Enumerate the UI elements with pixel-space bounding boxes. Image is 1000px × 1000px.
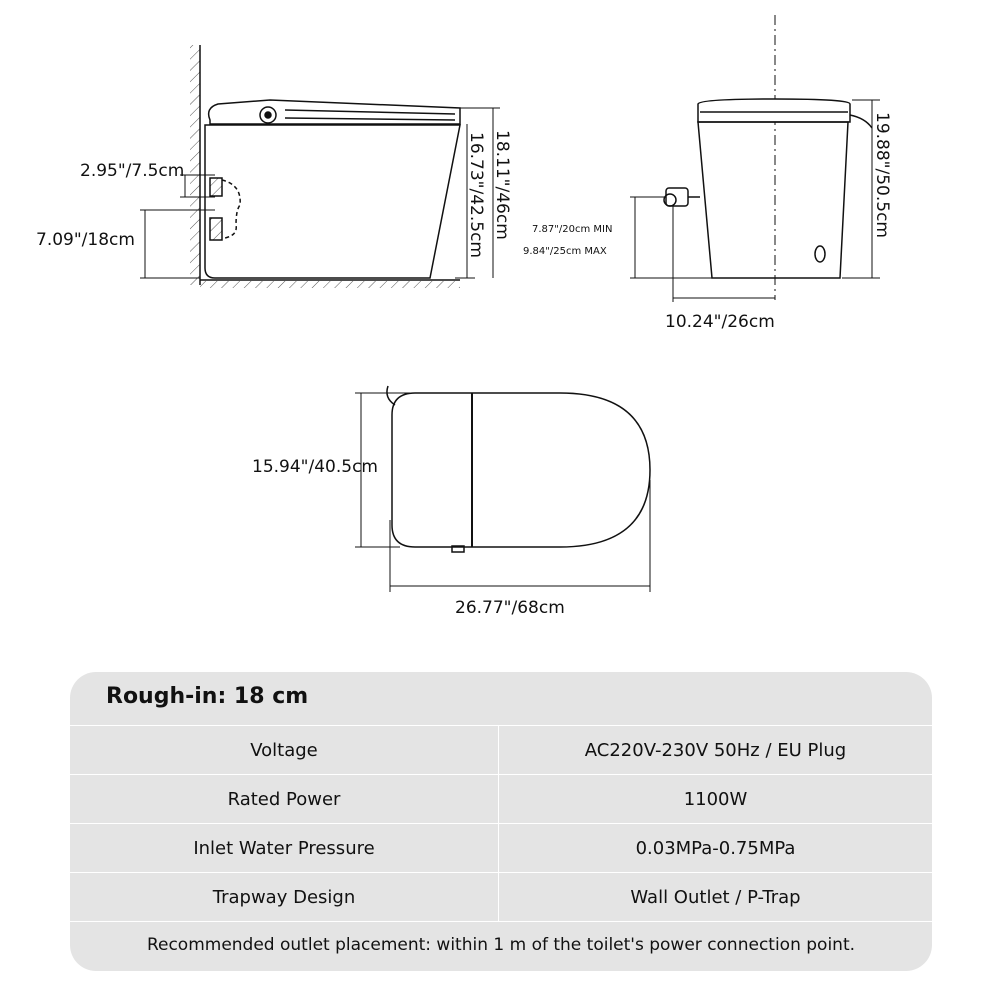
outlet-lower	[210, 218, 222, 240]
spec-label-rated-power: Rated Power	[70, 775, 499, 824]
label-side-total-height: 18.11"/46cm	[492, 130, 512, 240]
label-front-width: 10.24"/26cm	[665, 312, 775, 332]
seat-lid-front	[698, 99, 850, 122]
table-row	[70, 726, 932, 775]
spec-label-trapway: Trapway Design	[70, 873, 499, 922]
spec-table	[70, 725, 932, 921]
outlet-pipe	[222, 180, 240, 238]
front-view	[630, 15, 880, 302]
floor-hatch	[200, 281, 460, 288]
outlet-upper	[210, 178, 222, 196]
side-view	[140, 45, 500, 288]
spec-value-rated-power: 1100W	[499, 775, 933, 824]
table-row	[70, 775, 932, 824]
spec-label-water-pressure: Inlet Water Pressure	[70, 824, 499, 873]
label-front-inlet-max: 9.84"/25cm MAX	[523, 246, 607, 257]
power-cord	[850, 115, 872, 128]
top-view	[355, 386, 650, 592]
side-knob-inner	[265, 112, 271, 118]
label-side-seat-height: 16.73"/42.5cm	[466, 132, 486, 258]
spec-panel	[70, 672, 932, 971]
inlet-valve-icon	[666, 188, 688, 206]
wall-hatch	[190, 45, 200, 285]
spec-title: Rough-in: 18 cm	[106, 684, 309, 709]
table-row	[70, 824, 932, 873]
label-side-rough-in: 7.09"/18cm	[36, 230, 135, 250]
toilet-top-outline	[392, 393, 650, 547]
label-top-width: 15.94"/40.5cm	[252, 457, 378, 477]
spec-value-water-pressure: 0.03MPa-0.75MPa	[499, 824, 933, 873]
spec-value-voltage: AC220V-230V 50Hz / EU Plug	[499, 726, 933, 775]
spec-label-voltage: Voltage	[70, 726, 499, 775]
label-top-length: 26.77"/68cm	[455, 598, 565, 618]
label-front-inlet-min: 7.87"/20cm MIN	[532, 224, 613, 235]
top-cord	[387, 386, 395, 405]
seat-lid-side	[209, 100, 460, 124]
spec-note: Recommended outlet placement: within 1 m of the toilet's power connection point.	[70, 921, 932, 971]
label-front-height: 19.88"/50.5cm	[872, 112, 892, 238]
label-side-offset: 2.95"/7.5cm	[80, 161, 185, 181]
table-row	[70, 873, 932, 922]
toilet-body-side	[205, 125, 460, 278]
spec-value-trapway: Wall Outlet / P-Trap	[499, 873, 933, 922]
front-button-icon	[815, 246, 825, 262]
